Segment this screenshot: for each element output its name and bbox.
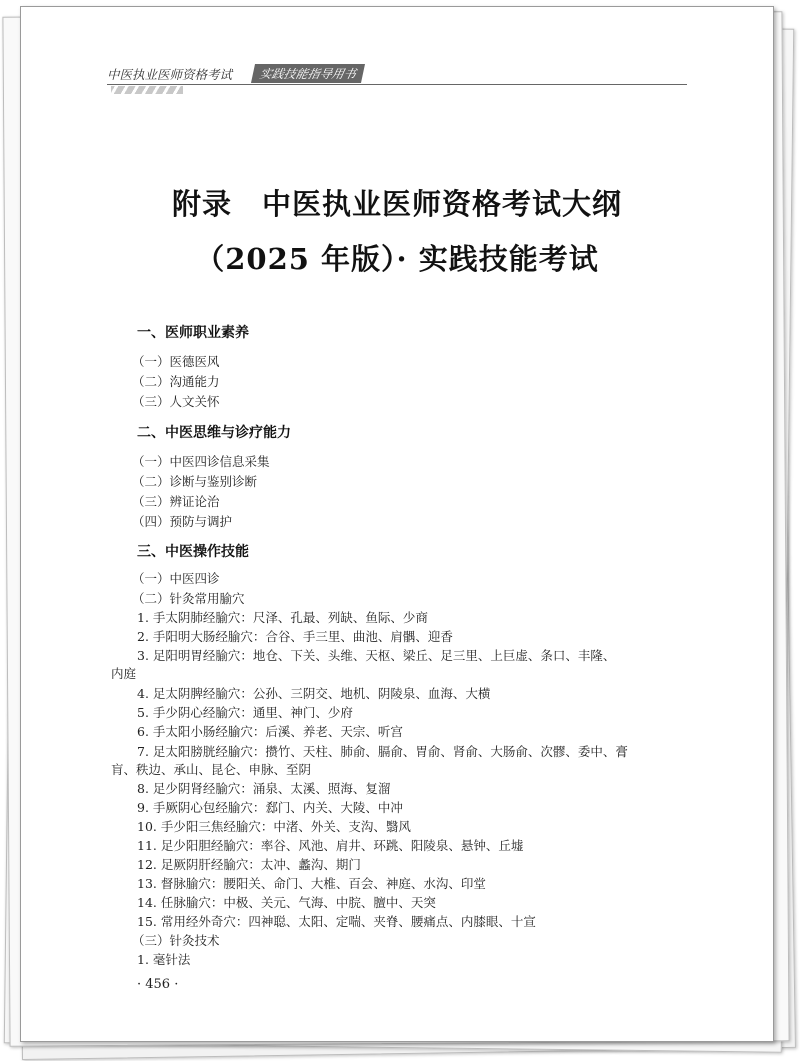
list-item: （四）预防与调护 bbox=[132, 514, 233, 529]
list-item: （二）沟通能力 bbox=[132, 374, 220, 389]
page-title-line-2: （2025 年版）· 实践技能考试 bbox=[195, 242, 599, 276]
list-item: 肓、秩边、承山、昆仑、申脉、至阴 bbox=[111, 762, 312, 777]
list-item: 12. 足厥阴肝经腧穴：太冲、蠡沟、期门 bbox=[137, 857, 361, 872]
list-item: 10. 手少阳三焦经腧穴：中渚、外关、支沟、翳风 bbox=[137, 819, 411, 834]
list-item: （三）辨证论治 bbox=[132, 494, 220, 509]
list-item: （三）针灸技术 bbox=[132, 933, 220, 948]
running-header bbox=[107, 62, 687, 92]
list-item: 内庭 bbox=[111, 666, 137, 681]
list-item: 15. 常用经外奇穴：四神聪、太阳、定喘、夹脊、腰痛点、内膝眼、十宣 bbox=[137, 914, 536, 929]
list-item: （一）医德医风 bbox=[132, 354, 220, 369]
list-item: 8. 足少阴肾经腧穴：涌泉、太溪、照海、复溜 bbox=[137, 781, 391, 796]
list-item: （二）诊断与鉴别诊断 bbox=[132, 474, 258, 489]
list-item: （一）中医四诊 bbox=[132, 571, 220, 586]
list-item: 4. 足太阴脾经腧穴：公孙、三阴交、地机、阴陵泉、血海、大横 bbox=[137, 686, 491, 701]
section-heading: 二、中医思维与诊疗能力 bbox=[137, 425, 291, 441]
page-number: · 456 · bbox=[137, 977, 179, 992]
list-item: （三）人文关怀 bbox=[132, 394, 220, 409]
list-item: 2. 手阳明大肠经腧穴：合谷、手三里、曲池、肩髃、迎香 bbox=[137, 629, 453, 644]
header-badge: 实践技能指导用书 bbox=[251, 64, 365, 83]
document-page bbox=[20, 6, 774, 1042]
list-item: （一）中医四诊信息采集 bbox=[132, 454, 270, 469]
list-item: 9. 手厥阴心包经腧穴：郄门、内关、大陵、中冲 bbox=[137, 800, 403, 815]
header-stripes bbox=[111, 86, 183, 94]
list-item: 14. 任脉腧穴：中极、关元、气海、中脘、膻中、天突 bbox=[137, 895, 436, 910]
list-item: （二）针灸常用腧穴 bbox=[132, 591, 245, 606]
header-book-title: 中医执业医师资格考试 bbox=[107, 67, 233, 82]
list-item: 7. 足太阳膀胱经腧穴：攒竹、天柱、肺俞、膈俞、胃俞、肾俞、大肠俞、次髎、委中、膏 bbox=[137, 744, 628, 759]
list-item: 1. 毫针法 bbox=[137, 952, 191, 967]
list-item: 1. 手太阴肺经腧穴：尺泽、孔最、列缺、鱼际、少商 bbox=[137, 610, 428, 625]
section-heading: 一、医师职业素养 bbox=[137, 325, 249, 341]
page-title-line-1: 附录 中医执业医师资格考试大纲 bbox=[171, 187, 622, 221]
list-item: 3. 足阳明胃经腧穴：地仓、下关、头维、天枢、梁丘、足三里、上巨虚、条口、丰隆、 bbox=[137, 648, 616, 663]
list-item: 5. 手少阴心经腧穴：通里、神门、少府 bbox=[137, 705, 353, 720]
list-item: 6. 手太阳小肠经腧穴：后溪、养老、天宗、听宫 bbox=[137, 724, 403, 739]
list-item: 13. 督脉腧穴：腰阳关、命门、大椎、百会、神庭、水沟、印堂 bbox=[137, 876, 486, 891]
section-heading: 三、中医操作技能 bbox=[137, 544, 249, 560]
list-item: 11. 足少阳胆经腧穴：率谷、风池、肩井、环跳、阳陵泉、悬钟、丘墟 bbox=[137, 838, 524, 853]
header-rule bbox=[107, 84, 687, 85]
